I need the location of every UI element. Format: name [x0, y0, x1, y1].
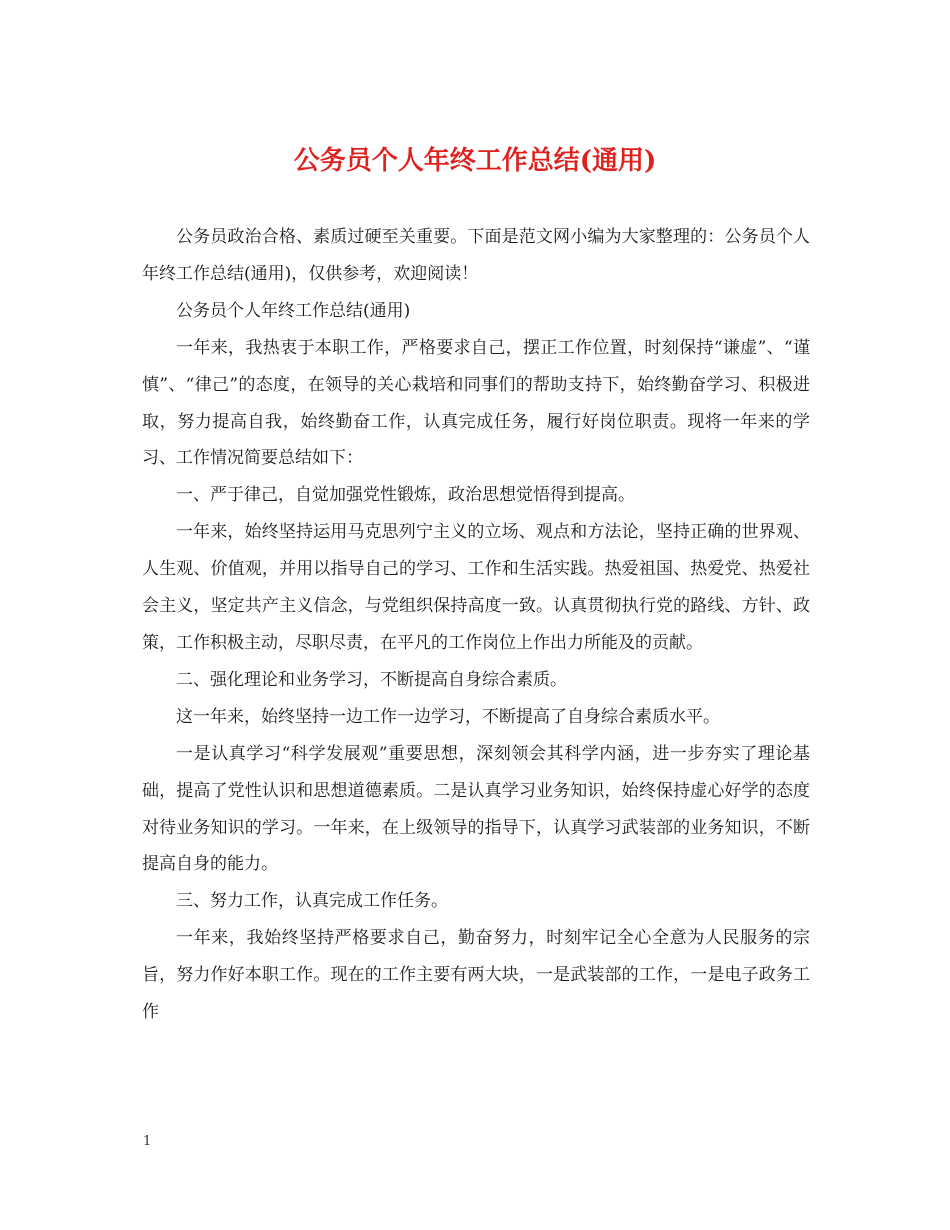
- section-heading-1: 一、严于律己，自觉加强党性锻炼，政治思想觉悟得到提高。: [176, 485, 635, 506]
- page-number: 1: [143, 1134, 152, 1149]
- paragraph-section-2-intro: 这一年来，始终坚持一边工作一边学习，不断提高了自身综合素质水平。: [176, 706, 720, 727]
- document-body: [142, 219, 810, 1031]
- document-title: 公务员个人年终工作总结(通用): [293, 146, 657, 176]
- paragraph-section-2-detail: 一是认真学习“科学发展观”重要思想，深刻领会其科学内涵，进一步夯实了理论基础，提高了党性认识和思想道德素质。二是认真学习业务知识，始终保持虚心好学的态度对待业务知识的学习。一年来，在上级领导的指导下，认真学习武装部的业务知识，不断提高自身的能力。: [142, 743, 810, 875]
- paragraph-subtitle: 公务员个人年终工作总结(通用): [176, 300, 411, 321]
- paragraph-section-3: 一年来，我始终坚持严格要求自己，勤奋努力，时刻牢记全心全意为人民服务的宗旨，努力作好本职工作。现在的工作主要有两大块，一是武装部的工作，一是电子政务工作: [142, 928, 810, 1023]
- paragraph-intro: 公务员政治合格、素质过硬至关重要。下面是范文网小编为大家整理的：公务员个人年终工作总结(通用)，仅供参考，欢迎阅读！: [142, 227, 810, 284]
- paragraph-section-1: 一年来，始终坚持运用马克思列宁主义的立场、观点和方法论，坚持正确的世界观、人生观、价值观，并用以指导自己的学习、工作和生活实践。热爱祖国、热爱党、热爱社会主义，坚定共产主义信念，与党组织保持高度一致。认真贯彻执行党的路线、方针、政策，工作积极主动，尽职尽责，在平凡的工作岗位上作出力所能及的贡献。: [142, 522, 810, 653]
- section-heading-2: 二、强化理论和业务学习，不断提高自身综合素质。: [176, 669, 567, 690]
- paragraph-overview: 一年来，我热衷于本职工作，严格要求自己，摆正工作位置，时刻保持“谦虚”、“谨慎”、“律己”的态度，在领导的关心栽培和同事们的帮助支持下，始终勤奋学习、积极进取，努力提高自我，始终勤奋工作，认真完成任务，履行好岗位职责。现将一年来的学习、工作情况简要总结如下：: [142, 337, 810, 469]
- section-heading-3: 三、努力工作，认真完成工作任务。: [176, 891, 448, 912]
